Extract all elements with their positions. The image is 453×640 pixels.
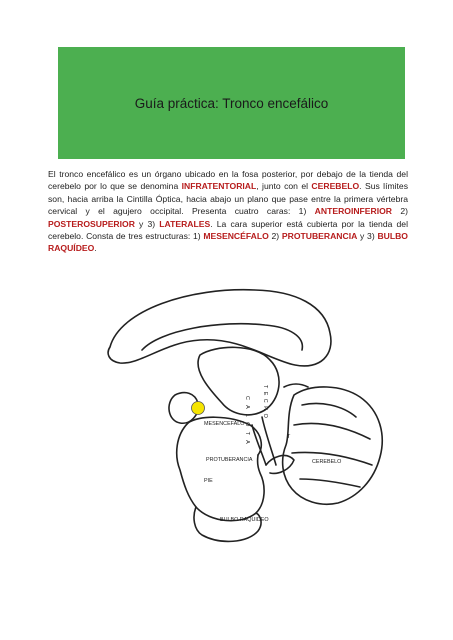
label-protuberancia: PROTUBERANCIA <box>206 457 253 463</box>
cerebelo-folia-4 <box>300 479 360 487</box>
term-laterales: LATERALES <box>159 218 211 229</box>
cerebelo-folia-1 <box>302 404 356 418</box>
corpus-callosum-inner <box>142 324 302 350</box>
cerebelo-outline <box>283 387 383 504</box>
title-banner <box>58 47 405 159</box>
location-marker <box>192 402 205 415</box>
intro-text-9: . <box>94 243 97 254</box>
protuberancia-outline <box>177 423 264 521</box>
intro-text-4: 2) <box>392 206 409 217</box>
term-anteroinferior: ANTEROINFERIOR <box>314 206 393 217</box>
label-bulbo: BULBO RAQUIDEO <box>220 517 269 523</box>
intro-text-8: y 3) <box>357 231 378 242</box>
bulbo-outline <box>194 507 261 541</box>
cerebelo-folia-2 <box>294 424 370 439</box>
intro-text-7: 2) <box>268 231 282 242</box>
term-protuberancia: PROTUBERANCIA <box>281 231 358 242</box>
page-title: Guía práctica: Tronco encefálico <box>134 95 329 111</box>
label-calota: C A L O T A <box>244 396 250 446</box>
fourth-ventricle <box>266 456 294 474</box>
tentorium-line <box>284 384 308 387</box>
brainstem-diagram <box>80 275 400 595</box>
corpus-callosum-outline <box>108 290 331 366</box>
intro-text-2: , junto con el <box>256 181 312 192</box>
intro-paragraph <box>48 168 408 255</box>
term-posterosuperior: POSTEROSUPERIOR <box>48 218 135 229</box>
label-pie: PIE <box>204 478 213 484</box>
term-mesencefalo: MESENCÉFALO <box>203 231 269 242</box>
term-cerebelo: CEREBELO <box>311 181 360 192</box>
techo-line-1 <box>252 425 266 465</box>
label-t: T <box>287 434 291 440</box>
intro-text-6: . La cara superior está cubierta por la tienda del cerebelo. Consta de tres estructuras: 1) <box>48 218 408 242</box>
label-mesencefalo: MESENCEFALO <box>204 421 245 427</box>
label-cerebelo: CEREBELO <box>312 459 342 465</box>
label-techo: T E C H O <box>262 385 268 419</box>
term-infratentorial: INFRATENTORIAL <box>181 181 257 192</box>
intro-text-5: y 3) <box>134 218 160 229</box>
term-bulbo-raquideo: BULBO RAQUÍDEO <box>48 231 408 254</box>
intro-text-3: . Sus límites son, hacia arriba la Cintilla Óptica, hacia abajo un plano que pase entre la primera vértebra cervical y el agujero occipital. Presenta cuatro caras: 1) <box>48 181 408 217</box>
intro-text-1: El tronco encefálico es un órgano ubicado en la fosa posterior, por debajo de la tienda del cerebelo por lo que se denomina <box>48 169 408 192</box>
